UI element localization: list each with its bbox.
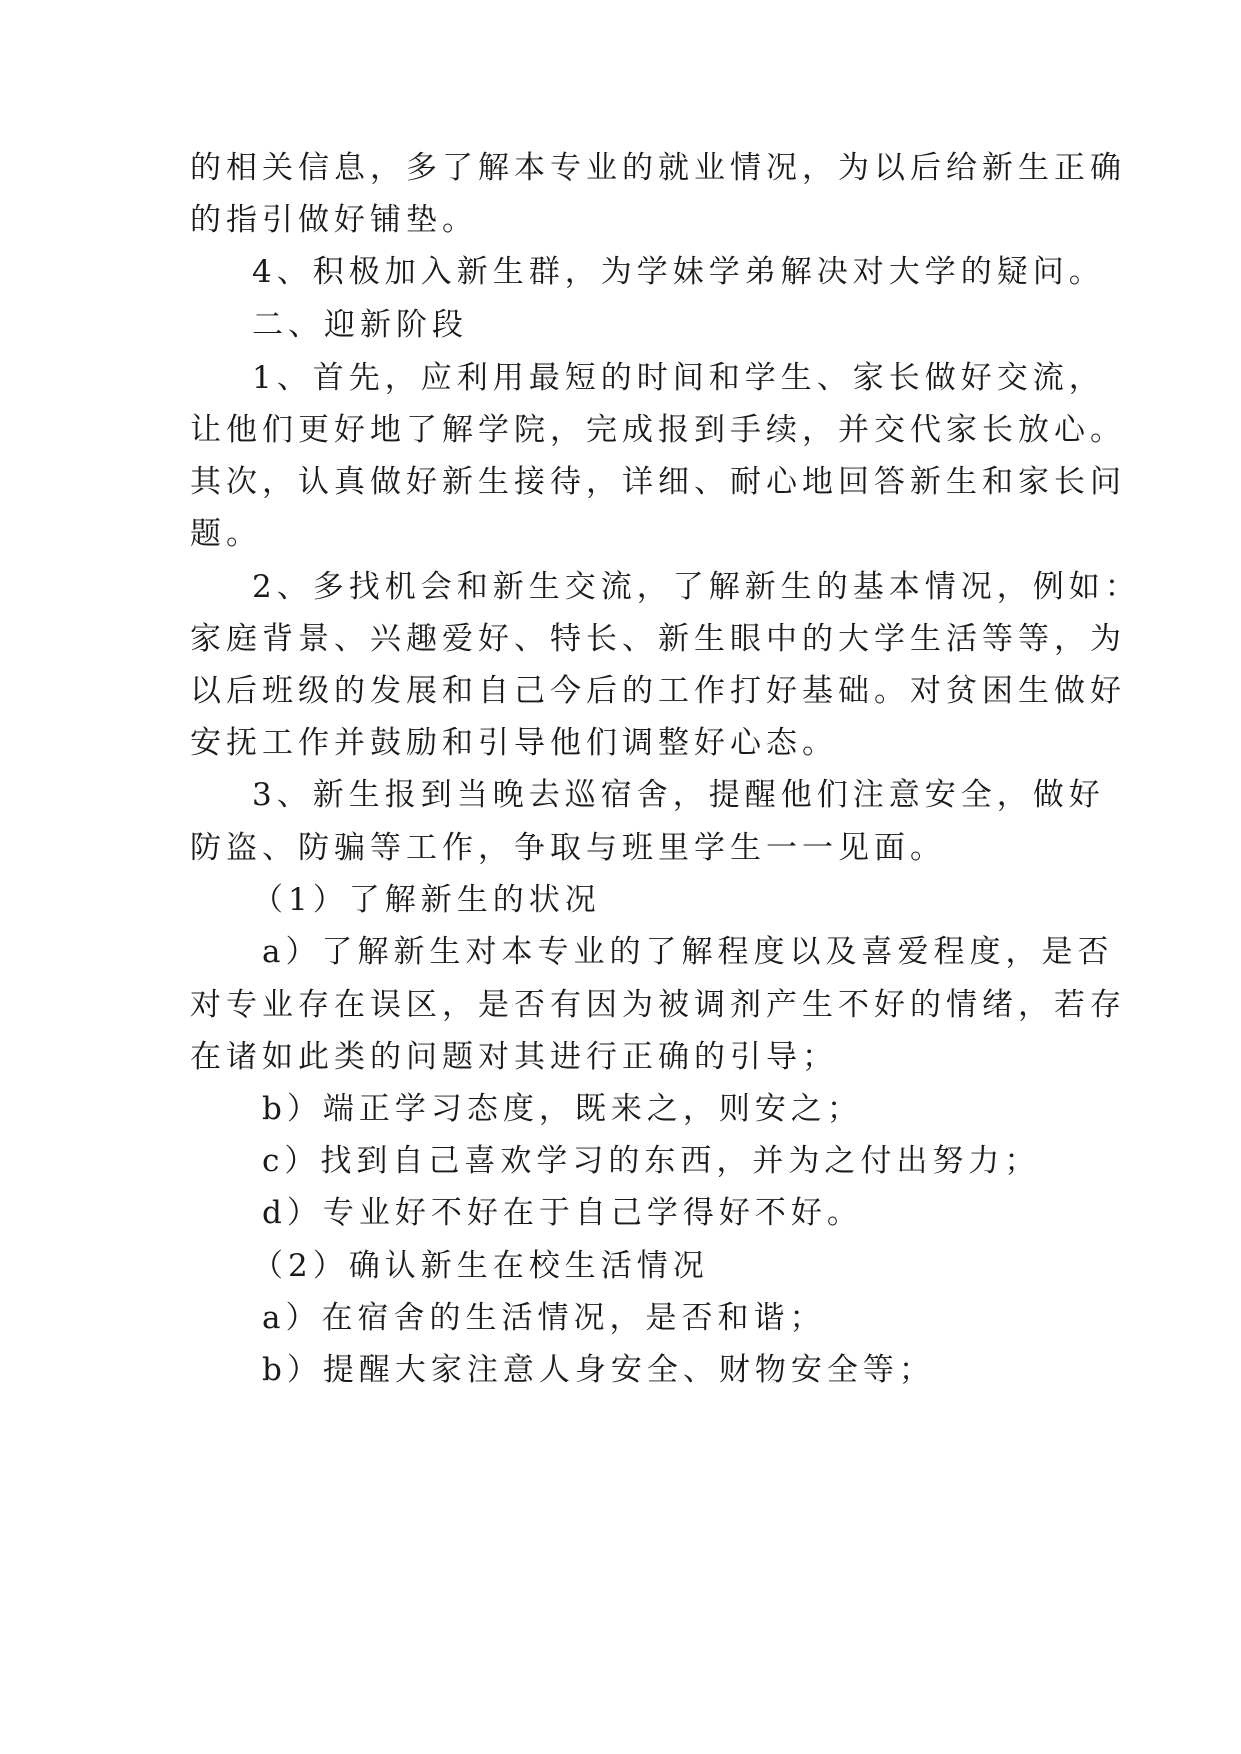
list-item: a）在宿舍的生活情况，是否和谐；: [262, 1300, 826, 1336]
text-line: 家庭背景、兴趣爱好、特长、新生眼中的大学生活等等，为: [190, 621, 1126, 657]
text-line: a）了解新生对本专业的了解程度以及喜爱程度，是否: [262, 934, 1114, 970]
section-heading: 二、迎新阶段: [252, 307, 468, 343]
text-line: 在诸如此类的问题对其进行正确的引导；: [190, 1039, 838, 1075]
text-line: 3、新生报到当晚去巡宿舍，提醒他们注意安全，做好: [252, 777, 1105, 813]
text-line: 对专业存在误区，是否有因为被调剂产生不好的情绪，若存: [190, 987, 1126, 1023]
text-line: 防盗、防骗等工作，争取与班里学生一一见面。: [190, 830, 946, 866]
text-line: 其次，认真做好新生接待，详细、耐心地回答新生和家长问: [190, 464, 1126, 500]
list-item: b）端正学习态度，既来之，则安之；: [262, 1091, 863, 1127]
text-line: 4、积极加入新生群，为学妹学弟解决对大学的疑问。: [252, 254, 1105, 290]
list-item: c）找到自己喜欢学习的东西，并为之付出努力；: [262, 1143, 1041, 1179]
list-item: b）提醒大家注意人身安全、财物安全等；: [262, 1352, 935, 1388]
text-line: 以后班级的发展和自己今后的工作打好基础。对贫困生做好: [190, 673, 1126, 709]
subsection-heading: （2）确认新生在校生活情况: [252, 1248, 709, 1284]
text-line: 的指引做好铺垫。: [190, 202, 478, 238]
subsection-heading: （1）了解新生的状况: [252, 882, 601, 918]
list-item: d）专业好不好在于自己学得好不好。: [262, 1195, 863, 1231]
text-line: 题。: [190, 516, 262, 552]
text-line: 2、多找机会和新生交流，了解新生的基本情况，例如：: [252, 569, 1141, 605]
text-line: 让他们更好地了解学院，完成报到手续，并交代家长放心。: [190, 412, 1126, 448]
text-line: 安抚工作并鼓励和引导他们调整好心态。: [190, 725, 838, 761]
text-line: 1、首先，应利用最短的时间和学生、家长做好交流，: [252, 360, 1105, 396]
text-line: 的相关信息，多了解本专业的就业情况，为以后给新生正确: [190, 150, 1126, 186]
